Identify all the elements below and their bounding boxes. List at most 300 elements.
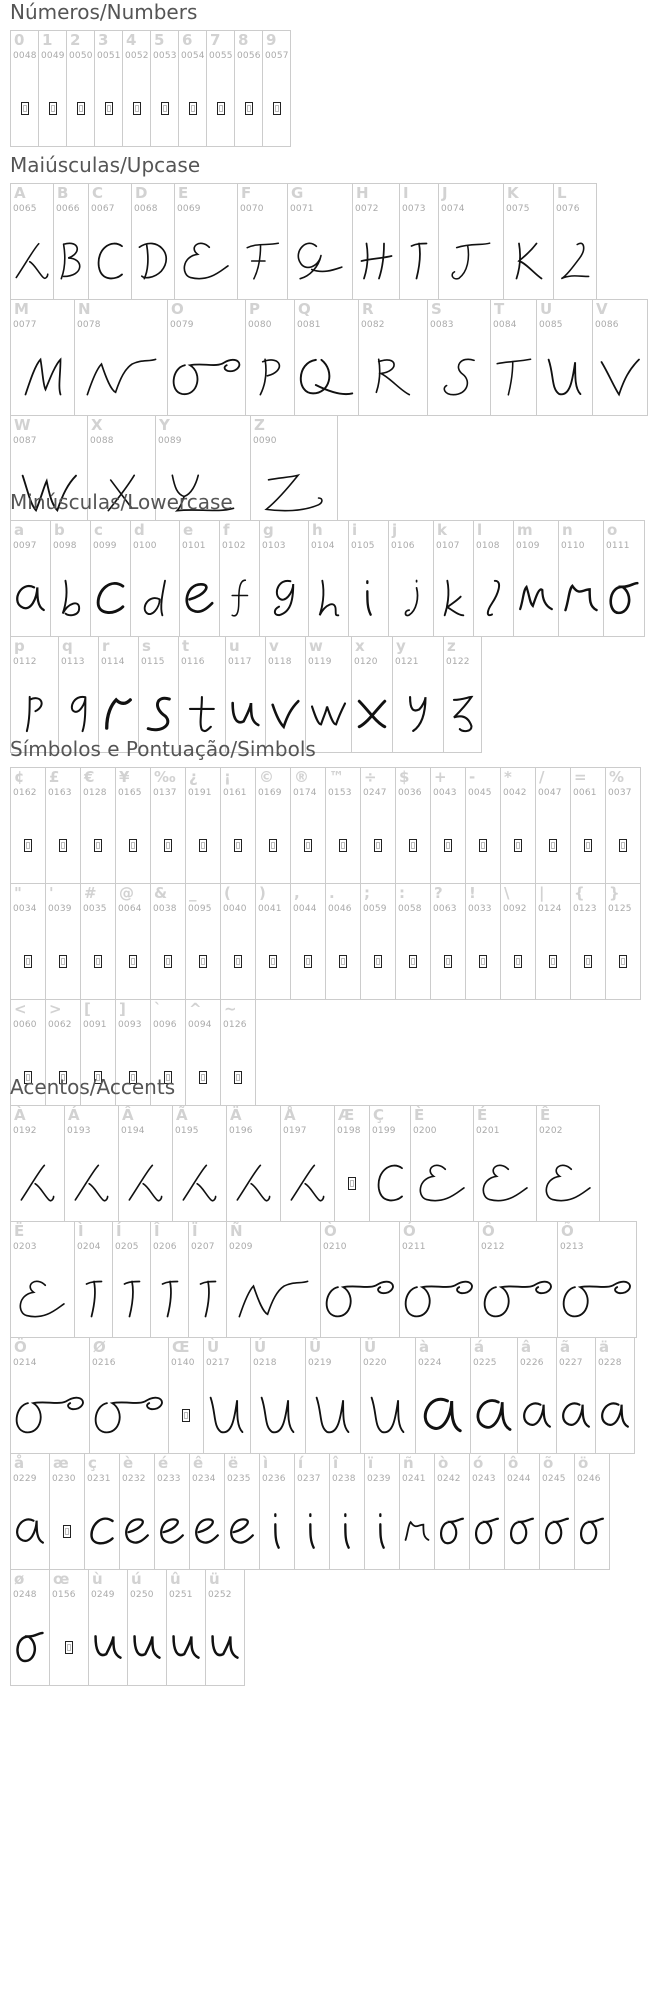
glyph-cell — [294, 1453, 330, 1570]
glyph-code-label: 0233 — [157, 1474, 181, 1484]
script-glyph-icon — [558, 1272, 636, 1326]
glyph-cell — [329, 1453, 365, 1570]
glyph-char-label: à — [419, 1338, 430, 1356]
script-glyph-icon — [151, 1272, 188, 1326]
glyph-code-label: 0068 — [134, 204, 158, 214]
glyph-cell — [219, 520, 260, 637]
glyph-cell — [166, 1569, 206, 1686]
glyph-row — [10, 1453, 660, 1569]
missing-glyph-icon — [207, 81, 234, 135]
missing-glyph-icon — [151, 818, 185, 872]
missing-glyph-icon — [263, 81, 290, 135]
glyph-cell — [348, 520, 389, 637]
glyph-cell — [88, 1569, 128, 1686]
glyph-cell — [490, 299, 537, 416]
glyph-cell — [115, 767, 151, 884]
glyph-char-label: { — [574, 884, 585, 902]
glyph-cell — [399, 1221, 479, 1338]
glyph-cell — [478, 1221, 558, 1338]
section-title: Acentos/Accents — [10, 1075, 176, 1099]
script-glyph-icon — [352, 687, 392, 741]
glyph-code-label: 0119 — [308, 657, 332, 667]
glyph-code-label: 0207 — [191, 1242, 215, 1252]
script-glyph-icon — [225, 1504, 259, 1558]
glyph-code-label: 0161 — [223, 788, 247, 798]
glyph-code-label: 0114 — [101, 657, 125, 667]
glyph-char-label: Ë — [14, 1222, 25, 1240]
glyph-code-label: 0090 — [253, 436, 277, 446]
script-glyph-icon — [400, 1504, 434, 1558]
missing-glyph-icon — [431, 934, 465, 988]
glyph-code-label: 0239 — [367, 1474, 391, 1484]
glyph-code-label: 0038 — [153, 904, 177, 914]
glyph-code-label: 0229 — [13, 1474, 37, 1484]
glyph-cell — [84, 1453, 120, 1570]
glyph-code-label: 0115 — [141, 657, 165, 667]
glyph-row — [10, 767, 660, 883]
glyph-code-label: 0103 — [262, 541, 286, 551]
glyph-char-label: _ — [189, 884, 197, 902]
glyph-cell — [360, 883, 396, 1000]
glyph-char-label: r — [102, 637, 110, 655]
glyph-char-label: v — [269, 637, 279, 655]
glyph-char-label: ! — [469, 884, 476, 902]
missing-glyph-icon — [536, 934, 570, 988]
glyph-char-label: À — [14, 1106, 26, 1124]
glyph-char-label: Ù — [207, 1338, 220, 1356]
script-glyph-icon — [288, 234, 352, 288]
glyph-cell — [150, 767, 186, 884]
script-glyph-icon — [474, 571, 513, 625]
glyph-row — [10, 1221, 660, 1337]
glyph-cell — [465, 883, 501, 1000]
glyph-char-label: ¡ — [224, 768, 231, 786]
glyph-cell — [605, 767, 641, 884]
glyph-cell — [10, 1337, 90, 1454]
glyph-cell — [438, 183, 504, 300]
glyph-code-label: 0113 — [61, 657, 85, 667]
glyph-char-label: E — [178, 184, 189, 202]
glyph-char-label: : — [399, 884, 405, 902]
script-glyph-icon — [434, 571, 473, 625]
glyph-code-label: 0065 — [13, 204, 37, 214]
glyph-char-label: û — [170, 1570, 181, 1588]
glyph-cell — [119, 1453, 155, 1570]
glyph-char-label: é — [158, 1454, 169, 1472]
glyph-code-label: 0081 — [297, 320, 321, 330]
glyph-cell — [395, 883, 431, 1000]
glyph-char-label: Û — [309, 1338, 322, 1356]
glyph-cell — [53, 183, 89, 300]
glyph-code-label: 0218 — [253, 1358, 277, 1368]
glyph-cell — [220, 767, 256, 884]
glyph-cell — [89, 1337, 169, 1454]
glyph-char-label: Ê — [540, 1106, 551, 1124]
glyph-char-label: 6 — [182, 31, 193, 49]
missing-glyph-icon — [606, 934, 640, 988]
glyph-cell — [115, 883, 151, 1000]
script-glyph-icon — [537, 1156, 599, 1210]
glyph-char-label: ç — [88, 1454, 97, 1472]
glyph-cell — [265, 636, 306, 753]
glyph-code-label: 0106 — [391, 541, 415, 551]
glyph-code-label: 0125 — [608, 904, 632, 914]
glyph-code-label: 0203 — [13, 1242, 37, 1252]
glyph-code-label: 0126 — [223, 1020, 247, 1030]
glyph-cell — [262, 30, 291, 147]
glyph-cell — [290, 767, 326, 884]
glyph-cell — [570, 767, 606, 884]
glyph-code-label: 0198 — [337, 1126, 361, 1136]
glyph-code-label: 0243 — [472, 1474, 496, 1484]
glyph-cell — [10, 767, 46, 884]
script-glyph-icon — [11, 234, 53, 288]
script-glyph-icon — [65, 1156, 118, 1210]
glyph-cell — [50, 520, 91, 637]
missing-glyph-icon — [335, 1156, 369, 1210]
missing-glyph-icon — [116, 934, 150, 988]
glyph-row — [10, 1337, 660, 1453]
glyph-cell — [557, 1221, 637, 1338]
glyph-cell — [38, 30, 67, 147]
glyph-cell — [80, 767, 116, 884]
glyph-cell — [255, 767, 291, 884]
script-glyph-icon — [167, 1620, 205, 1674]
glyph-code-label: 0099 — [93, 541, 117, 551]
glyph-char-label: Ô — [482, 1222, 495, 1240]
missing-glyph-icon — [431, 818, 465, 872]
glyph-code-label: 0212 — [481, 1242, 505, 1252]
glyph-char-label: œ — [53, 1570, 70, 1588]
glyph-char-label: } — [609, 884, 620, 902]
missing-glyph-icon — [536, 818, 570, 872]
glyph-char-label: 9 — [266, 31, 277, 49]
glyph-char-label: Ò — [324, 1222, 337, 1240]
glyph-code-label: 0043 — [433, 788, 457, 798]
script-glyph-icon — [479, 1272, 557, 1326]
glyph-char-label: H — [356, 184, 369, 202]
glyph-char-label: O — [171, 300, 184, 318]
glyph-char-label: u — [229, 637, 240, 655]
script-glyph-icon — [251, 1388, 305, 1442]
glyph-cell — [220, 883, 256, 1000]
glyph-code-label: 0225 — [473, 1358, 497, 1368]
glyph-char-label: c — [94, 521, 103, 539]
glyph-cell — [430, 883, 466, 1000]
glyph-char-label: Á — [68, 1106, 80, 1124]
glyph-row — [10, 883, 660, 999]
missing-glyph-icon — [361, 934, 395, 988]
missing-glyph-icon — [81, 818, 115, 872]
glyph-code-label: 0228 — [598, 1358, 622, 1368]
glyph-code-label: 0117 — [228, 657, 252, 667]
missing-glyph-icon — [39, 81, 66, 135]
glyph-cell — [592, 299, 648, 416]
glyph-char-label: i — [352, 521, 358, 539]
glyph-cell — [185, 767, 221, 884]
glyph-char-label: í — [298, 1454, 304, 1472]
missing-glyph-icon — [396, 818, 430, 872]
script-glyph-icon — [11, 571, 50, 625]
glyph-cell — [415, 1337, 471, 1454]
glyph-char-label: Ö — [14, 1338, 27, 1356]
glyph-code-label: 0107 — [436, 541, 460, 551]
glyph-cell — [150, 1221, 189, 1338]
glyph-code-label: 0046 — [328, 904, 352, 914]
glyph-cell — [325, 883, 361, 1000]
glyph-char-label: y — [396, 637, 406, 655]
script-glyph-icon — [51, 571, 90, 625]
glyph-cell — [603, 520, 645, 637]
glyph-cell — [308, 520, 349, 637]
glyph-code-label: 0251 — [169, 1590, 193, 1600]
script-glyph-icon — [349, 571, 388, 625]
glyph-code-label: 0174 — [293, 788, 317, 798]
glyph-cell — [45, 767, 81, 884]
glyph-cell — [220, 999, 256, 1116]
missing-glyph-icon — [221, 818, 255, 872]
glyph-char-label: L — [557, 184, 567, 202]
glyph-code-label: 0086 — [595, 320, 619, 330]
glyph-char-label: B — [57, 184, 69, 202]
script-glyph-icon — [439, 234, 503, 288]
glyph-cell — [536, 1105, 600, 1222]
glyph-char-label: Z — [254, 416, 265, 434]
glyph-cell — [185, 999, 221, 1116]
glyph-char-label: A — [14, 184, 26, 202]
glyph-char-label: ó — [473, 1454, 484, 1472]
glyph-cell — [434, 1453, 470, 1570]
glyph-char-label: [ — [84, 1000, 91, 1018]
glyph-char-label: ~ — [224, 1000, 237, 1018]
glyph-char-label: Y — [159, 416, 170, 434]
script-glyph-icon — [505, 1504, 539, 1558]
glyph-code-label: 0076 — [556, 204, 580, 214]
glyph-char-label: ` — [154, 1000, 162, 1018]
script-glyph-icon — [370, 1156, 410, 1210]
glyph-cell — [112, 1221, 151, 1338]
glyph-cell — [556, 1337, 596, 1454]
glyph-code-label: 0214 — [13, 1358, 37, 1368]
script-glyph-icon — [321, 1272, 399, 1326]
script-glyph-icon — [474, 1156, 536, 1210]
glyph-char-label: R — [362, 300, 374, 318]
missing-glyph-icon — [179, 81, 206, 135]
glyph-code-label: 0052 — [125, 51, 149, 61]
glyph-char-label: C — [92, 184, 104, 202]
glyph-char-label: h — [312, 521, 323, 539]
script-glyph-icon — [514, 571, 558, 625]
glyph-cell — [290, 883, 326, 1000]
script-glyph-icon — [306, 1388, 360, 1442]
script-glyph-icon — [131, 571, 179, 625]
script-glyph-icon — [168, 350, 245, 404]
glyph-cell — [536, 299, 593, 416]
glyph-row — [10, 183, 660, 299]
script-glyph-icon — [416, 1388, 470, 1442]
glyph-code-label: 0120 — [354, 657, 378, 667]
missing-glyph-icon — [11, 818, 45, 872]
glyph-code-label: 0051 — [97, 51, 121, 61]
glyph-code-label: 0083 — [430, 320, 454, 330]
missing-glyph-icon — [46, 818, 80, 872]
glyph-code-label: 0123 — [573, 904, 597, 914]
missing-glyph-icon — [466, 818, 500, 872]
glyph-char-label: w — [309, 637, 323, 655]
glyph-code-label: 0050 — [69, 51, 93, 61]
missing-glyph-icon — [116, 818, 150, 872]
glyph-char-label: < — [14, 1000, 27, 1018]
glyph-char-label: 1 — [42, 31, 53, 49]
script-glyph-icon — [190, 1504, 224, 1558]
glyph-code-label: 0110 — [561, 541, 585, 551]
script-glyph-icon — [54, 234, 88, 288]
glyph-char-label: n — [562, 521, 573, 539]
glyph-cell — [392, 636, 444, 753]
glyph-cell — [399, 183, 439, 300]
glyph-char-label: Ó — [403, 1222, 416, 1240]
missing-glyph-icon — [326, 934, 360, 988]
glyph-cell — [430, 767, 466, 884]
glyph-char-label: 8 — [238, 31, 249, 49]
script-glyph-icon — [180, 571, 219, 625]
script-glyph-icon — [260, 1504, 294, 1558]
glyph-code-label: 0072 — [355, 204, 379, 214]
glyph-char-label: ñ — [403, 1454, 414, 1472]
glyph-char-label: P — [249, 300, 260, 318]
glyph-cell — [325, 767, 361, 884]
glyph-code-label: 0137 — [153, 788, 177, 798]
glyph-cell — [138, 636, 179, 753]
section-title: Minúsculas/Lowercase — [10, 490, 233, 514]
missing-glyph-icon — [67, 81, 94, 135]
glyph-code-label: 0204 — [77, 1242, 101, 1252]
glyph-code-label: 0036 — [398, 788, 422, 798]
glyph-code-label: 0037 — [608, 788, 632, 798]
glyph-char-label: - — [469, 768, 476, 786]
script-glyph-icon — [389, 571, 433, 625]
glyph-char-label: M — [14, 300, 29, 318]
glyph-cell — [87, 415, 156, 532]
glyph-char-label: $ — [399, 768, 410, 786]
missing-glyph-icon — [11, 934, 45, 988]
glyph-code-label: 0124 — [538, 904, 562, 914]
glyph-char-label: ù — [92, 1570, 103, 1588]
glyph-char-label: ø — [14, 1570, 25, 1588]
glyph-char-label: È — [414, 1106, 425, 1124]
glyph-code-label: 0202 — [539, 1126, 563, 1136]
missing-glyph-icon — [291, 934, 325, 988]
script-glyph-icon — [518, 1388, 556, 1442]
glyph-cell — [395, 767, 431, 884]
glyph-cell — [225, 636, 266, 753]
glyph-char-label: , — [294, 884, 300, 902]
script-glyph-icon — [365, 1504, 399, 1558]
missing-glyph-icon — [186, 934, 220, 988]
script-glyph-icon — [59, 687, 98, 741]
glyph-char-label: I — [403, 184, 409, 202]
glyph-char-label: Ú — [254, 1338, 267, 1356]
glyph-code-label: 0108 — [476, 541, 500, 551]
glyph-char-label: d — [134, 521, 145, 539]
script-glyph-icon — [359, 350, 427, 404]
glyph-code-label: 0095 — [188, 904, 212, 914]
script-glyph-icon — [11, 1156, 64, 1210]
script-glyph-icon — [75, 350, 167, 404]
script-glyph-icon — [596, 1388, 634, 1442]
glyph-char-label: k — [437, 521, 447, 539]
glyph-char-label: | — [539, 884, 545, 902]
glyph-char-label: Ø — [93, 1338, 106, 1356]
script-glyph-icon — [204, 1388, 250, 1442]
glyph-code-label: 0097 — [13, 541, 37, 551]
glyph-char-label: 0 — [14, 31, 25, 49]
glyph-code-label: 0041 — [258, 904, 282, 914]
glyph-cell — [189, 1453, 225, 1570]
script-glyph-icon — [251, 466, 337, 520]
glyph-code-label: 0048 — [13, 51, 37, 61]
glyph-cell — [167, 299, 246, 416]
glyph-char-label: G — [291, 184, 304, 202]
glyph-cell — [179, 520, 220, 637]
glyph-code-label: 0070 — [240, 204, 264, 214]
glyph-cell — [535, 767, 571, 884]
glyph-char-label: 3 — [98, 31, 109, 49]
script-glyph-icon — [75, 1272, 112, 1326]
glyph-cell — [433, 520, 474, 637]
glyph-char-label: ( — [224, 884, 231, 902]
glyph-cell — [465, 767, 501, 884]
glyph-cell — [74, 299, 168, 416]
glyph-cell — [205, 1569, 245, 1686]
glyph-cell — [360, 767, 396, 884]
glyph-char-label: X — [91, 416, 103, 434]
glyph-code-label: 0226 — [520, 1358, 544, 1368]
glyph-char-label: = — [574, 768, 587, 786]
glyph-code-label: 0250 — [130, 1590, 154, 1600]
glyph-cell — [605, 883, 641, 1000]
glyph-code-label: 0121 — [395, 657, 419, 667]
script-glyph-icon — [504, 234, 553, 288]
glyph-cell — [155, 415, 251, 532]
glyph-cell — [10, 1569, 50, 1686]
glyph-char-label: Å — [284, 1106, 296, 1124]
glyph-char-label: á — [474, 1338, 485, 1356]
glyph-cell — [237, 183, 288, 300]
glyph-char-label: & — [154, 884, 168, 902]
glyph-cell — [259, 520, 309, 637]
section-title: Símbolos e Pontuação/Simbols — [10, 737, 316, 761]
glyph-cell — [470, 1337, 518, 1454]
glyph-code-label: 0196 — [229, 1126, 253, 1136]
glyph-cell — [188, 1221, 227, 1338]
script-glyph-icon — [471, 1388, 517, 1442]
glyph-cell — [178, 30, 207, 147]
missing-glyph-icon — [571, 818, 605, 872]
glyph-cell — [558, 520, 604, 637]
glyph-code-label: 0162 — [13, 788, 37, 798]
glyph-char-label: " — [14, 884, 22, 902]
script-glyph-icon — [179, 687, 225, 741]
glyph-char-label: b — [54, 521, 65, 539]
missing-glyph-icon — [169, 1388, 203, 1442]
glyph-code-label: 0045 — [468, 788, 492, 798]
glyph-code-label: 0057 — [265, 51, 289, 61]
glyph-char-label: U — [540, 300, 553, 318]
glyph-cell — [94, 30, 123, 147]
script-glyph-icon — [238, 234, 287, 288]
glyph-code-label: 0091 — [83, 1020, 107, 1030]
